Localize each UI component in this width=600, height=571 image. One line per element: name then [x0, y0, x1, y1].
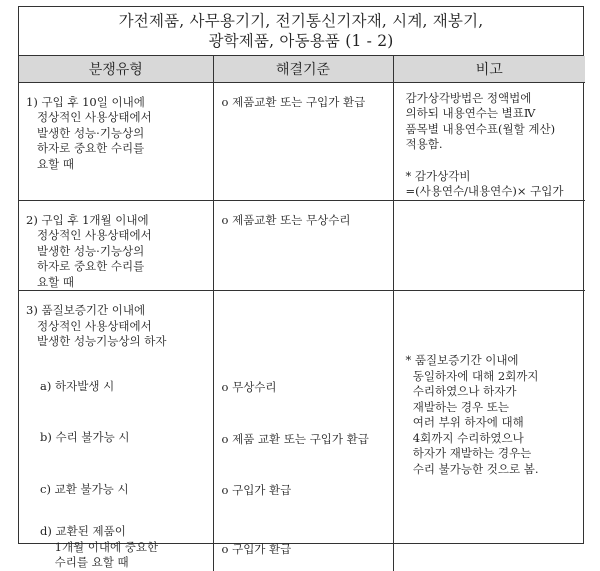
row2-resolution: o 제품교환 또는 무상수리 [221, 212, 351, 227]
resolution-table [19, 56, 585, 571]
row2-resolution-cell [213, 200, 393, 291]
row1-note-cell [393, 82, 585, 200]
row3-d-resolution: o 구입가 환급 [221, 541, 292, 556]
header-remarks: 비고 [393, 56, 585, 82]
row3-d-type: d) 교환된 제품이 1개월 이내에 중요한 수리를 요할 때 [40, 524, 159, 569]
table-row [19, 291, 585, 571]
row2-type: 2) 구입 후 1개월 이내에 정상적인 사용상태에서 발생한 성능·기능상의 하자로 중요한 수리를 요할 때 [26, 212, 152, 289]
row1-resolution-cell [213, 82, 393, 200]
row3-a-resolution: o 무상수리 [221, 380, 277, 394]
row3-type-cell [19, 291, 213, 571]
document-title [19, 7, 583, 56]
row2-type-cell [19, 200, 213, 291]
row3-note-cell [393, 291, 585, 571]
row3-note-warranty: * 품질보증기간 이내에 동일하자에 대해 2회까지 수리하였으나 하자가 재발하는 경우 또는 여러 부위 하자에 대해 4회까지 수리하였으나 하자가 재발하는 경우는 수리 불가능한 것으로 봄. [405, 353, 539, 476]
dispute-resolution-document [18, 6, 584, 569]
table-row [19, 200, 585, 291]
row3-c-type: c) 교환 불가능 시 [40, 481, 129, 496]
table-header-row [19, 56, 585, 82]
row3-b-type: b) 수리 불가능 시 [40, 430, 130, 444]
title-line-1: 가전제품, 사무용기기, 전기통신기자재, 시계, 재봉기, [118, 12, 484, 30]
row3-resolution-cell [213, 291, 393, 571]
title-line-2: 광학제품, 아동용품 (1 - 2) [208, 32, 394, 50]
row1-type: 1) 구입 후 10일 이내에 정상적인 사용상태에서 발생한 성능·기능상의 하자로 중요한 수리를 요할 때 [26, 94, 152, 171]
table-row [19, 82, 585, 200]
row3-c-resolution: o 구입가 환급 [221, 483, 292, 497]
header-resolution: 해결기준 [213, 56, 393, 82]
row1-type-cell [19, 82, 213, 200]
row2-note-cell [393, 200, 585, 291]
row3-a-type: a) 하자발생 시 [40, 378, 115, 393]
row1-note-depreciation: * 감가상각비 =(사용연수/내용연수)× 구입가 [405, 168, 564, 198]
row1-note-method: 감가상각방법은 정액법에 의하되 내용연수는 별표Ⅳ 품목별 내용연수표(월할 계산) 적용함. [405, 90, 556, 151]
row3-type: 3) 품질보증기간 이내에 정상적인 사용상태에서 발생한 성능기능상의 하자 [26, 303, 167, 348]
row3-b-resolution: o 제품 교환 또는 구입가 환급 [221, 431, 369, 446]
header-dispute-type: 분쟁유형 [19, 56, 213, 82]
row1-resolution: o 제품교환 또는 구입가 환급 [221, 94, 366, 109]
